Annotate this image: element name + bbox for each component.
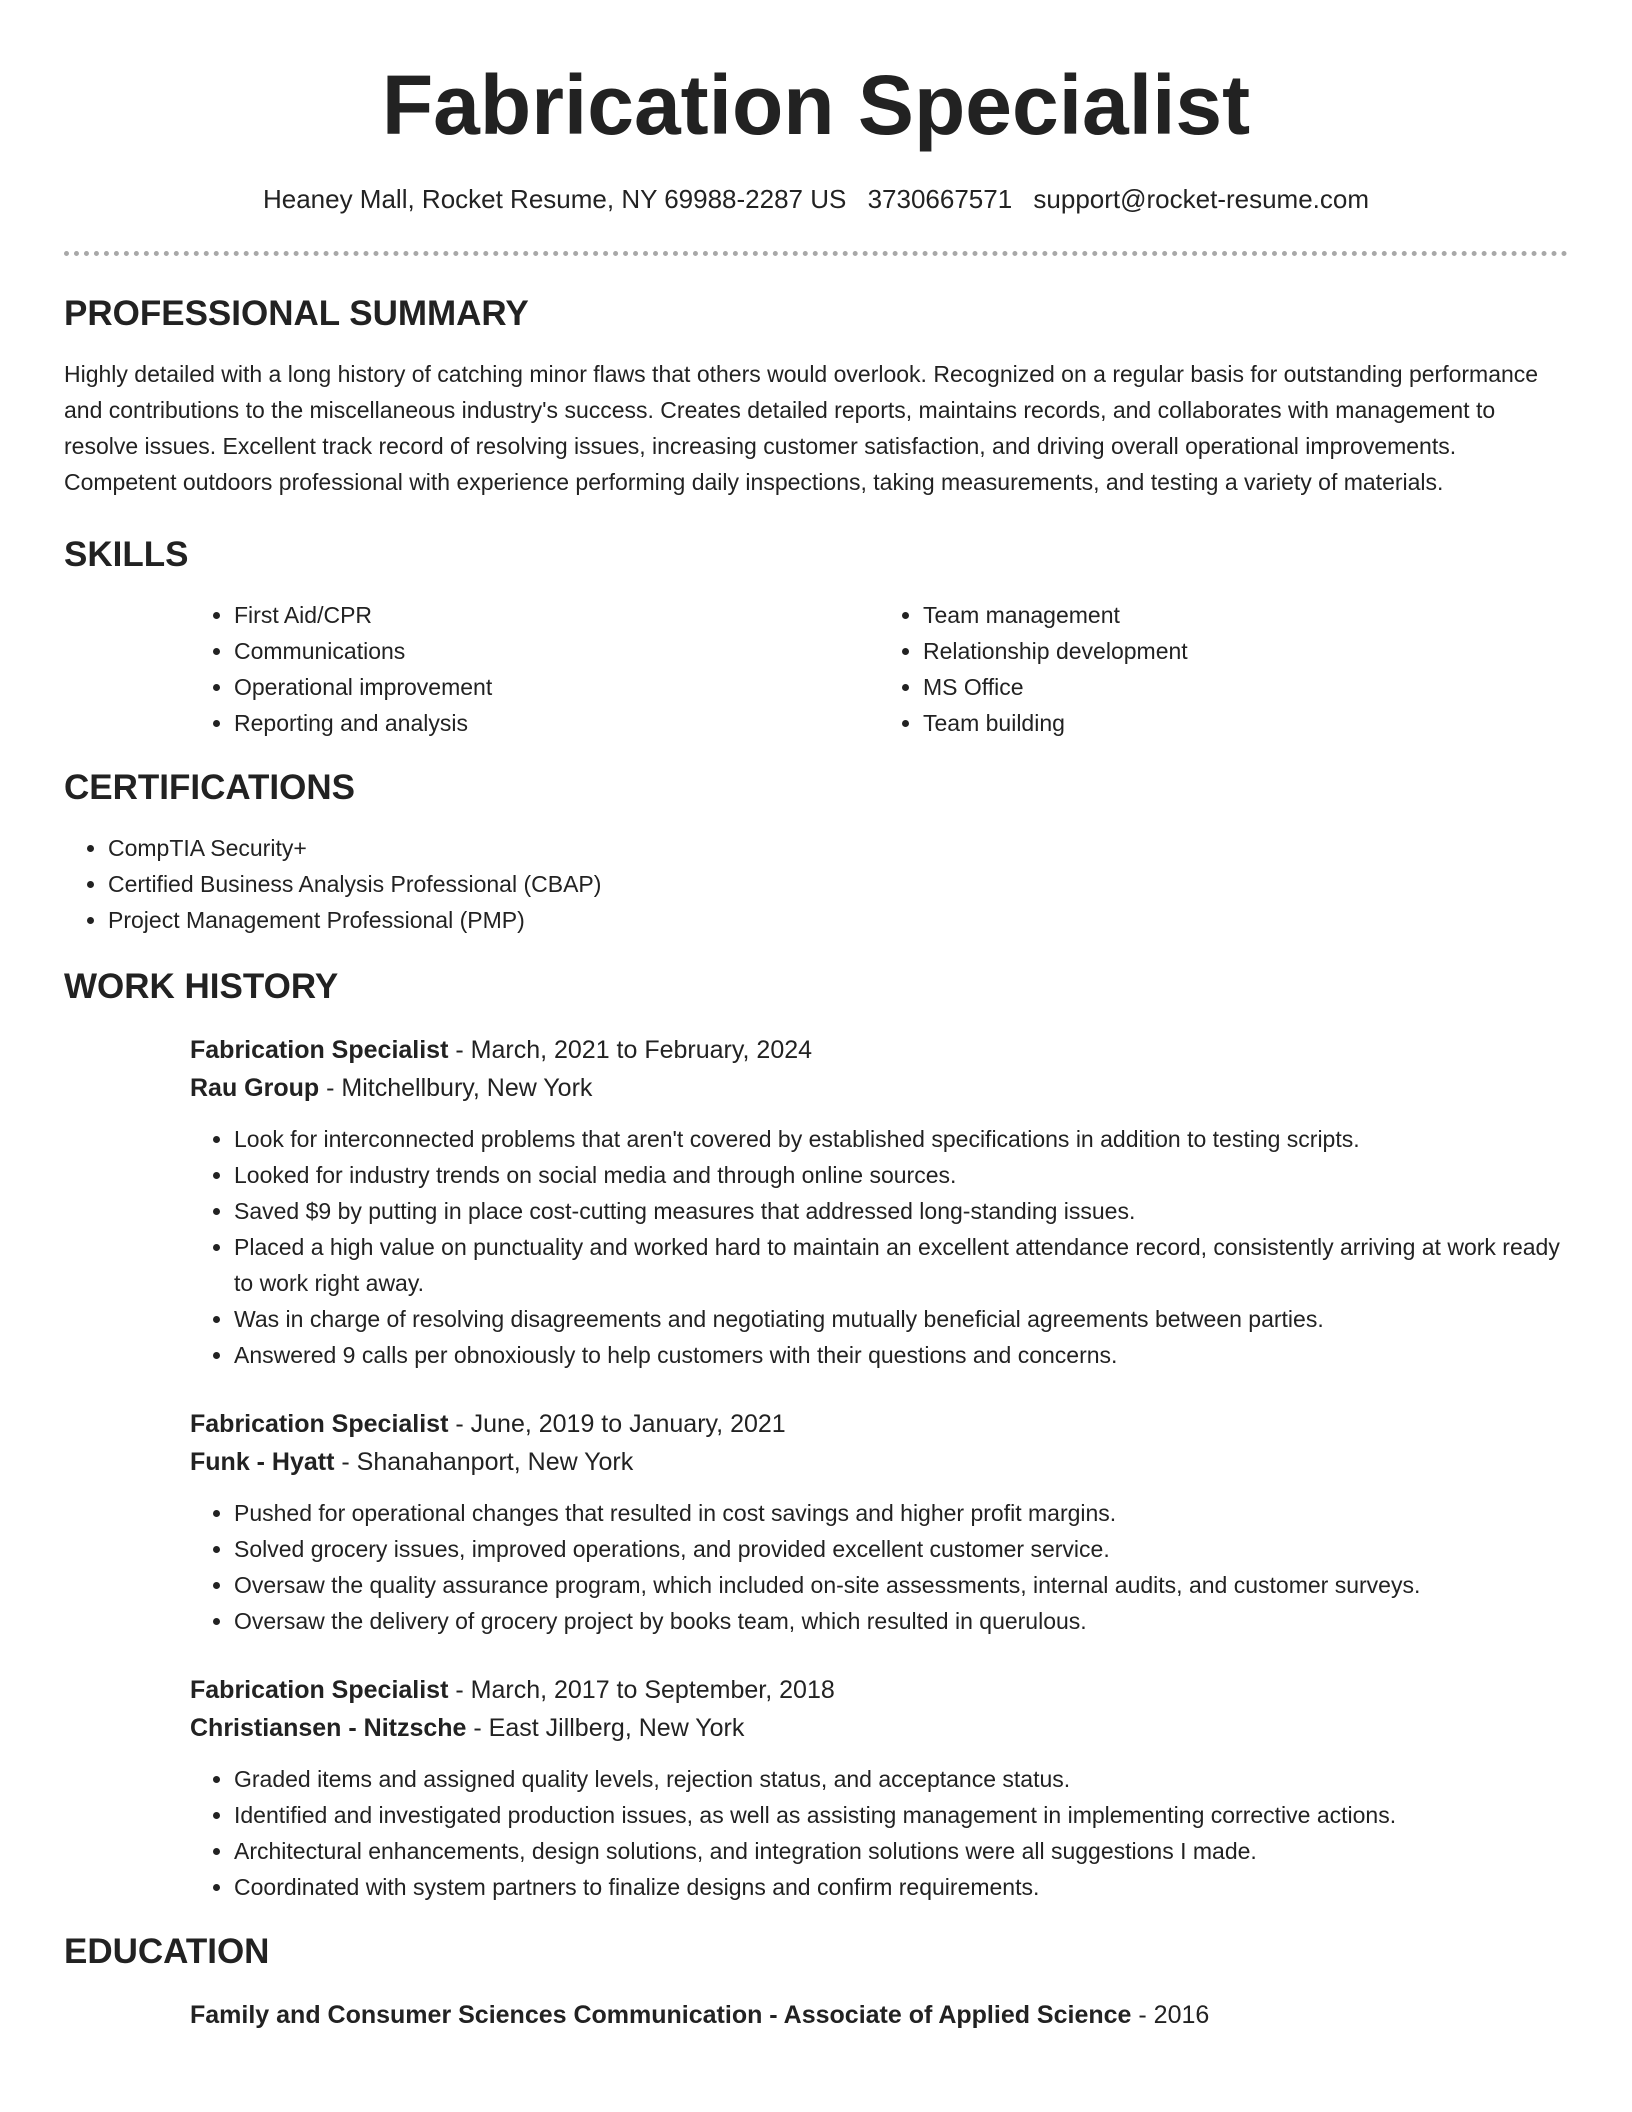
work-history-section — [64, 965, 1568, 1905]
job-bullet: • Was in charge of resolving disagreements and negotiating mutually beneficial agreements between parties. — [234, 1301, 1568, 1337]
job-role: Fabrication Specialist — [190, 1036, 449, 1064]
job-company-line — [190, 1069, 1568, 1107]
skills-list-left — [190, 597, 879, 741]
job-role: Fabrication Specialist — [190, 1410, 449, 1438]
skills-grid — [190, 597, 1568, 741]
contact-line — [64, 182, 1568, 216]
job-role: Fabrication Specialist — [190, 1676, 449, 1704]
section-title-education: EDUCATION — [64, 1932, 270, 1971]
certification-item: • CompTIA Security+ — [108, 830, 1568, 866]
skills-list-right — [879, 597, 1568, 741]
contact-email: support@rocket-resume.com — [1033, 184, 1370, 214]
skill-item: • Communications — [234, 633, 879, 669]
job-company: Funk - Hyatt — [190, 1448, 335, 1476]
skill-item: • Operational improvement — [234, 669, 879, 705]
skill-item: • MS Office — [923, 669, 1568, 705]
job-bullets — [190, 1761, 1568, 1905]
job-dates: - March, 2021 to February, 2024 — [448, 1036, 813, 1064]
education-section — [64, 1930, 1568, 2034]
job-bullet: • Identified and investigated production issues, as well as assisting management in implementing corrective actions. — [234, 1797, 1568, 1833]
education-year: - 2016 — [1131, 2001, 1210, 2029]
job-bullet: • Look for interconnected problems that aren't covered by established specifications in addition to testing scripts. — [234, 1121, 1568, 1157]
job-bullet: • Solved grocery issues, improved operations, and provided excellent customer service. — [234, 1531, 1568, 1567]
section-title-summary: PROFESSIONAL SUMMARY — [64, 294, 529, 333]
contact-address: Heaney Mall, Rocket Resume, NY 69988-2287 US — [262, 184, 847, 214]
section-title-work-history: WORK HISTORY — [64, 967, 339, 1006]
job-bullet: • Placed a high value on punctuality and worked hard to maintain an excellent attendance record, consistently arriving at work ready to work right away. — [234, 1229, 1568, 1301]
job-title-line — [190, 1671, 1568, 1709]
job-company-line — [190, 1709, 1568, 1747]
job-location: - Shanahanport, New York — [334, 1448, 634, 1476]
job-bullet: • Oversaw the delivery of grocery project by books team, which resulted in querulous. — [234, 1603, 1568, 1639]
job-bullet: • Looked for industry trends on social media and through online sources. — [234, 1157, 1568, 1193]
job-bullets — [190, 1495, 1568, 1639]
job-company-line — [190, 1443, 1568, 1481]
job-title-line — [190, 1405, 1568, 1443]
candidate-name: Fabrication Specialist — [381, 58, 1251, 152]
summary-text: Highly detailed with a long history of catching minor flaws that others would overlook. Recognized on a regular basis for outstanding performance and contributions to the miscellaneous industry's success. Creates detailed reports, maintains records, and collaborates with management to resolve issues. Excellent track record of resolving issues, increasing customer satisfaction, and driving overall operational improvements. Competent outdoors professional with experience performing daily inspections, taking measurements, and testing a variety of materials. — [64, 361, 1539, 495]
certification-item: • Certified Business Analysis Professional (CBAP) — [108, 866, 1568, 902]
job-bullet: • Graded items and assigned quality levels, rejection status, and acceptance status. — [234, 1761, 1568, 1797]
skill-item: • First Aid/CPR — [234, 597, 879, 633]
education-entry — [190, 1996, 1568, 2034]
summary-section — [64, 292, 1568, 500]
skill-item: • Reporting and analysis — [234, 705, 879, 741]
section-title-certifications: CERTIFICATIONS — [64, 768, 356, 807]
job-bullets — [190, 1121, 1568, 1373]
job-title-line — [190, 1031, 1568, 1069]
job-bullet: • Coordinated with system partners to finalize designs and confirm requirements. — [234, 1869, 1568, 1905]
job-location: - Mitchellbury, New York — [319, 1074, 593, 1102]
job-entry — [190, 1671, 1568, 1905]
education-degree: Family and Consumer Sciences Communication - Associate of Applied Science — [190, 2001, 1132, 2029]
job-entry — [190, 1031, 1568, 1373]
certifications-list — [64, 830, 1568, 938]
job-company: Christiansen - Nitzsche — [190, 1714, 467, 1742]
skills-section — [64, 533, 1568, 741]
job-bullet: • Saved $9 by putting in place cost-cutting measures that addressed long-standing issues. — [234, 1193, 1568, 1229]
certification-item: • Project Management Professional (PMP) — [108, 902, 1568, 938]
job-bullet: • Answered 9 calls per obnoxiously to help customers with their questions and concerns. — [234, 1337, 1568, 1373]
job-bullet: • Architectural enhancements, design solutions, and integration solutions were all suggestions I made. — [234, 1833, 1568, 1869]
job-bullet: • Pushed for operational changes that resulted in cost savings and higher profit margins. — [234, 1495, 1568, 1531]
skill-item: • Team management — [923, 597, 1568, 633]
skill-item: • Team building — [923, 705, 1568, 741]
certifications-section — [64, 766, 1568, 938]
job-bullet: • Oversaw the quality assurance program, which included on-site assessments, internal audits, and customer surveys. — [234, 1567, 1568, 1603]
contact-phone: 3730667571 — [867, 184, 1013, 214]
job-dates: - March, 2017 to September, 2018 — [448, 1676, 835, 1704]
job-entry — [190, 1405, 1568, 1639]
section-title-skills: SKILLS — [64, 535, 189, 574]
skill-item: • Relationship development — [923, 633, 1568, 669]
job-location: - East Jillberg, New York — [466, 1714, 745, 1742]
job-dates: - June, 2019 to January, 2021 — [448, 1410, 786, 1438]
header-divider — [64, 251, 1568, 256]
job-company: Rau Group — [190, 1074, 320, 1102]
